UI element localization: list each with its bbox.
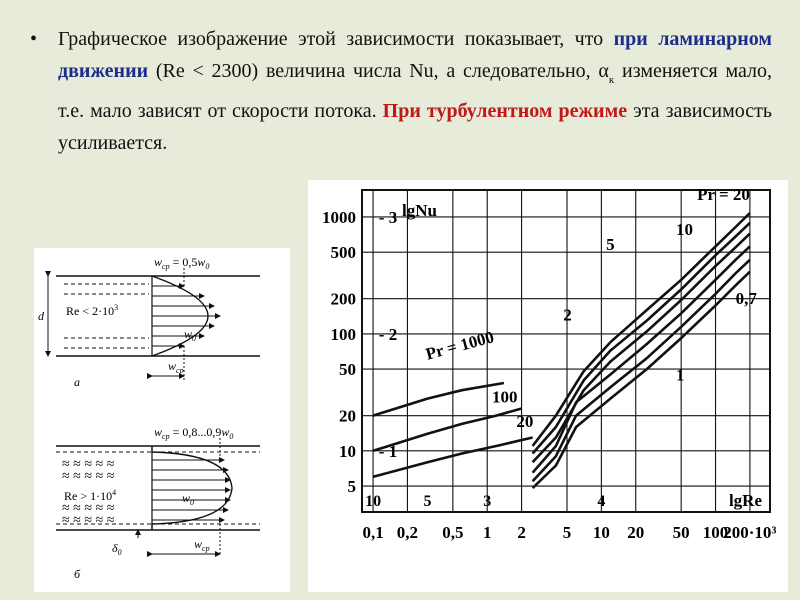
x-tick-label: 0,1: [362, 523, 384, 542]
nusselt-chart-svg: [308, 180, 788, 592]
turbulent-wcp-top-label: $w_{ср} = 0,8...0,9w_0$: [154, 425, 234, 441]
text-part-1: Графическое изображение этой зависимости показывает, что: [58, 28, 614, 50]
y-tick-label: 20: [339, 406, 356, 426]
x-tick-label: 1: [482, 523, 492, 542]
x-tick-label: 20: [627, 523, 645, 542]
series-annotation: 20: [516, 411, 534, 431]
turbulent-re-label: $Re > 1\cdot 10^4$: [64, 488, 117, 503]
laminar-wcp-top-label: $w_{ср} = 0,5w_0$: [154, 255, 210, 271]
text-part-4: эта зависимость усиливается.: [58, 100, 772, 154]
x-axis-title: lgRe: [728, 491, 762, 510]
x-tick-label: 0,5: [442, 523, 464, 542]
turbulent-w0-label: $w_0$: [182, 491, 195, 507]
turbulent-wcp-label: $w_{ср}$: [194, 537, 210, 553]
series-annotation: 0,7: [735, 289, 757, 309]
y-tick-label: 500: [330, 243, 356, 263]
bullet-marker: •: [30, 28, 38, 50]
series-annotation: Pr = 20: [697, 184, 750, 204]
diameter-label: d: [38, 309, 44, 323]
y-tick-label: 200: [330, 289, 356, 309]
panel-letter-a: а: [74, 375, 80, 389]
series-annotation: 100: [491, 387, 518, 407]
y-tick-label: 10: [339, 441, 356, 461]
chart-labels: [322, 185, 777, 542]
pipe-flow-figure: [34, 248, 290, 592]
lgre-tick-label: 3: [483, 493, 492, 510]
laminar-w0-label: $w_0$: [184, 327, 197, 343]
turbulent-profile-diagram: [56, 425, 260, 581]
panel-letter-b: б: [74, 567, 81, 581]
x-tick-label: 200·10³: [723, 523, 777, 542]
boundary-layer-label: $\delta_0$: [112, 541, 122, 557]
x-tick-label: 100: [702, 523, 729, 542]
series-annotation: 10: [675, 220, 693, 240]
lgre-tick-label: 4: [597, 493, 606, 510]
series-annotation: 2: [563, 305, 572, 325]
y-tick-label: 50: [339, 360, 356, 380]
y-tick-label: 100: [330, 324, 356, 344]
lgnu-tick-label: - 1: [378, 441, 398, 461]
x-tick-label: 0,2: [396, 523, 419, 542]
svg-text:≈ ≈ ≈ ≈ ≈: ≈ ≈ ≈ ≈ ≈: [62, 513, 115, 528]
svg-text:≈ ≈ ≈ ≈ ≈: ≈ ≈ ≈ ≈ ≈: [62, 469, 115, 484]
series-line-6: [373, 383, 504, 416]
series-annotation: 5: [606, 235, 615, 255]
turbulent-highlight: При турбулентном режиме: [382, 100, 628, 122]
lgnu-tick-label: - 3: [378, 207, 398, 227]
pipe-flow-svg: [34, 248, 290, 592]
lgre-tick-label: 10: [365, 493, 382, 510]
series-line-1: [533, 223, 750, 454]
y-axis-title: lgNu: [402, 201, 437, 220]
laminar-profile-diagram: [38, 255, 260, 389]
slide-body-text: [20, 24, 772, 159]
svg-text:≈ ≈ ≈ ≈ ≈: ≈ ≈ ≈ ≈ ≈: [62, 501, 115, 516]
text-part-3: изменяется мало, т.е. мало зависят от скорости потока.: [58, 59, 773, 122]
lgnu-tick-label: - 2: [378, 324, 398, 344]
x-tick-label: 5: [562, 523, 572, 542]
laminar-re-label: $Re < 2\cdot 10^3$: [66, 303, 119, 318]
alpha-symbol: α: [598, 59, 609, 82]
series-annotation: 1: [675, 365, 685, 385]
x-tick-label: 2: [517, 523, 526, 542]
body-paragraph: [58, 24, 772, 159]
series-line-5: [533, 272, 750, 488]
nusselt-chart: [308, 180, 788, 592]
svg-text:≈ ≈ ≈ ≈ ≈: ≈ ≈ ≈ ≈ ≈: [62, 457, 115, 472]
x-tick-label: 50: [672, 523, 690, 542]
series-annotation: Pr = 1000: [423, 327, 496, 364]
laminar-highlight: при ламинарном движении: [58, 28, 772, 82]
x-tick-label: 10: [592, 523, 610, 542]
laminar-wcp-label: $w_{ср}$: [168, 359, 184, 375]
text-part-2: (Re < 2300) величина числа Nu, а следовательно,: [148, 59, 599, 82]
y-tick-label: 1000: [322, 207, 356, 227]
y-tick-label: 5: [347, 477, 356, 497]
lgre-tick-label: 5: [423, 493, 432, 510]
alpha-subscript: к: [608, 73, 615, 86]
